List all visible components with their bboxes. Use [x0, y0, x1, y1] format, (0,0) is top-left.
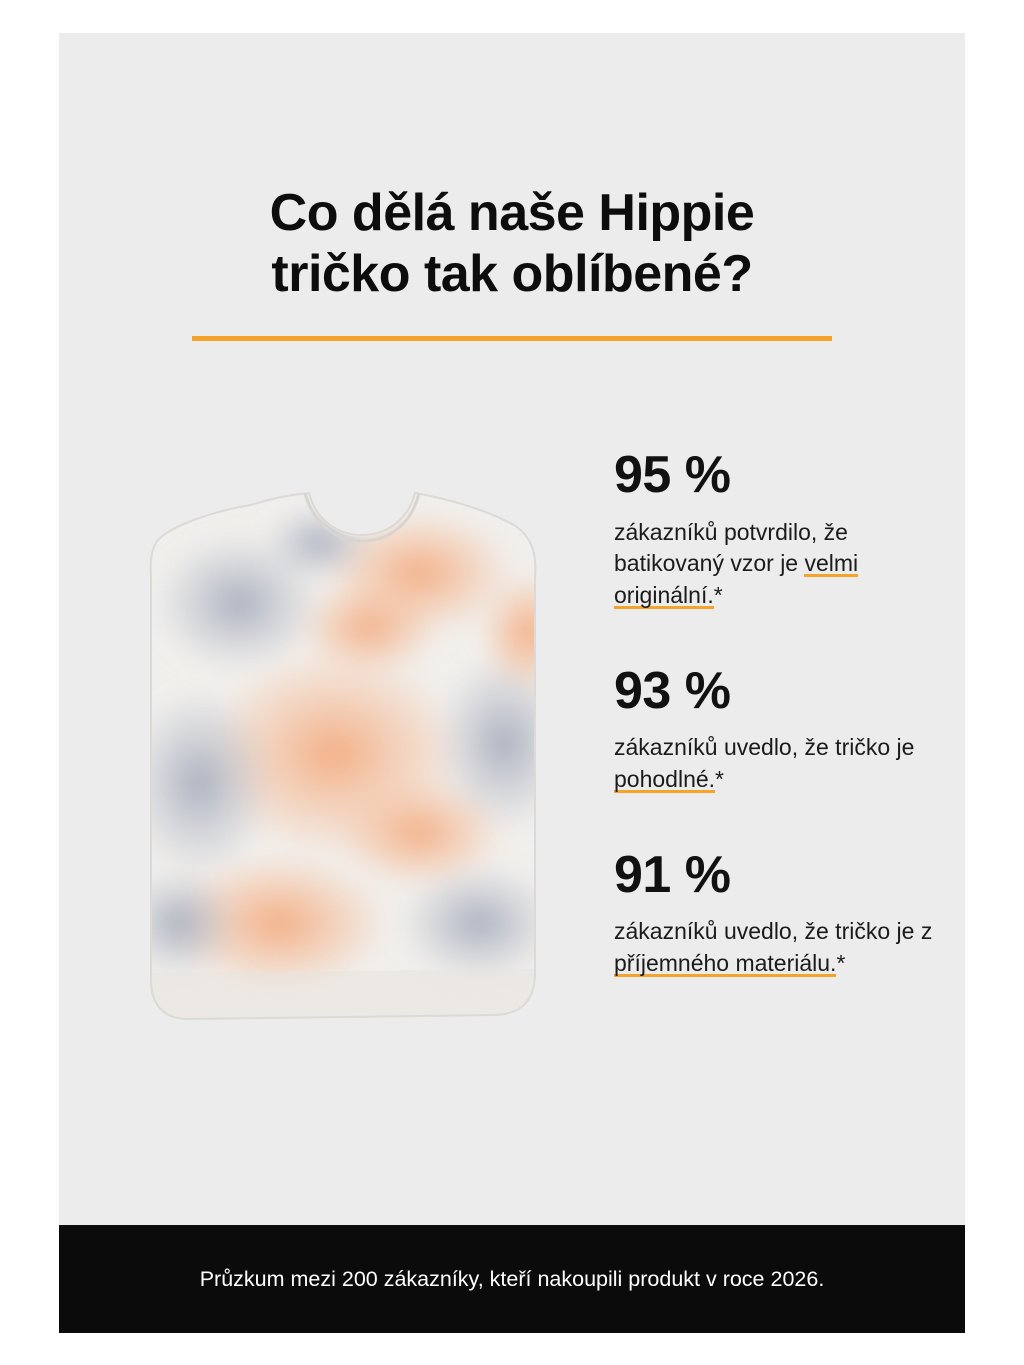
product-photo — [119, 453, 569, 1063]
stat-item-1 — [614, 448, 934, 612]
stat-text-after: * — [715, 766, 724, 793]
stat-value: 95 % — [614, 446, 731, 504]
headline-underline-divider — [192, 336, 832, 341]
stat-description — [614, 732, 934, 795]
stat-highlight: příjemného materiálu. — [614, 950, 837, 977]
stat-text-after: * — [836, 950, 846, 977]
stat-highlight: pohodlné. — [614, 766, 716, 793]
headline-line-2: tričko tak oblíbené? — [271, 245, 753, 304]
stat-item-2 — [614, 661, 934, 796]
stat-text-after: * — [713, 582, 723, 609]
statistics-list — [614, 448, 934, 980]
tshirt-image — [119, 453, 569, 1063]
stat-description — [614, 916, 934, 979]
stat-description — [614, 517, 934, 612]
stat-item-3 — [614, 845, 934, 980]
stat-text-before: zákazníků uvedlo, že tričko je z — [614, 918, 933, 945]
stat-highlight: velmi originální. — [614, 550, 859, 609]
footer-bar — [59, 1225, 965, 1333]
stat-value: 93 % — [614, 661, 731, 720]
headline-line-1: Co dělá naše Hippie — [269, 183, 755, 242]
stat-text-before: zákazníků potvrdilo, že batikovaný vzor je — [614, 518, 848, 577]
stat-text-before: zákazníků uvedlo, že tričko je — [614, 734, 915, 761]
stat-value: 91 % — [614, 845, 731, 904]
promo-poster — [59, 33, 965, 1333]
page-title — [59, 183, 965, 306]
survey-note: Průzkum mezi 200 zákazníky, kteří nakoupili produkt v roce 2026. — [199, 1266, 825, 1291]
